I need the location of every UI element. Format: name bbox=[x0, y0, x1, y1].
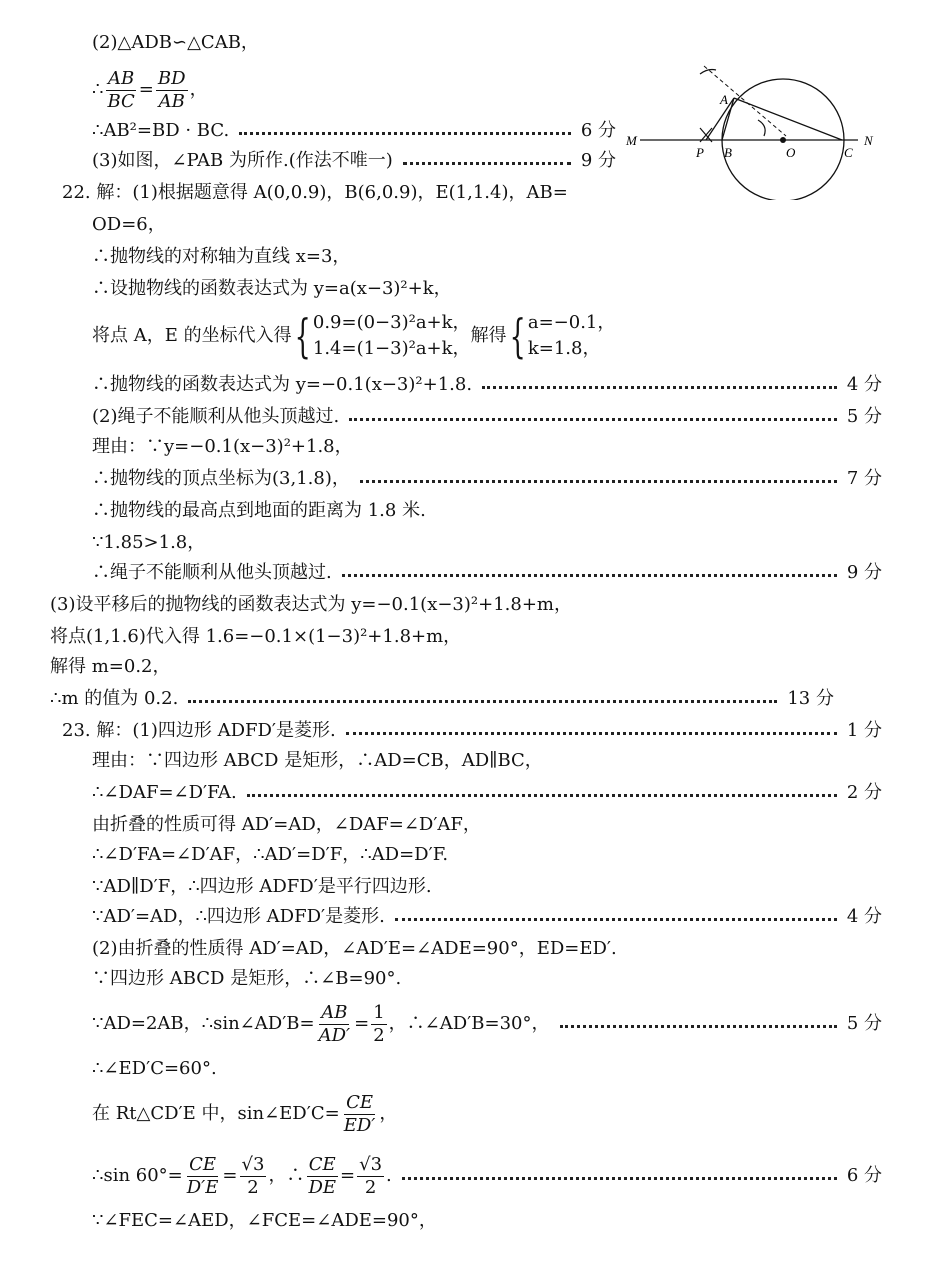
answer-line-32 bbox=[92, 1086, 397, 1142]
label-n: N bbox=[864, 133, 873, 148]
answer-line-25 bbox=[92, 842, 448, 868]
equation-row: k=1.8， bbox=[527, 338, 601, 359]
line-text: ∴抛物线的顶点坐标为(3,1.8)， bbox=[92, 468, 350, 489]
fraction-denominator: BC bbox=[107, 90, 135, 112]
answer-line-15 bbox=[92, 530, 205, 556]
line-text: 解得 m=0.2， bbox=[50, 656, 171, 677]
line-text: ∴抛物线的函数表达式为 y=−0.1(x−3)²+1.8. bbox=[92, 374, 473, 395]
line-text: 将点 A，E 的坐标代入得 bbox=[92, 325, 292, 346]
line-text: 在 Rt△CD′E 中，sin∠ED′C= bbox=[92, 1103, 340, 1124]
fraction-numerator: AB bbox=[321, 1001, 348, 1023]
line-text: ∴∠D′FA=∠D′AF，∴AD′=D′F，∴AD=D′F. bbox=[92, 844, 449, 865]
score-label: 2 分 bbox=[846, 782, 882, 803]
fraction-ce-ed bbox=[342, 1092, 378, 1137]
line-text: ∵AD′=AD，∴四边形 ADFD′是菱形. bbox=[92, 906, 385, 927]
label-c: C bbox=[844, 145, 853, 160]
line-text: ∵AD=2AB，∴sin∠AD′B= bbox=[92, 1013, 315, 1034]
score-label: 13 分 bbox=[787, 688, 834, 709]
construction-arc-mid bbox=[758, 120, 765, 136]
line-text: ∵AD∥D′F，∴四边形 ADFD′是平行四边形. bbox=[92, 876, 432, 897]
label-o: O bbox=[786, 145, 796, 160]
label-a: A bbox=[720, 92, 728, 107]
answer-line-8 bbox=[92, 276, 452, 302]
equation-row: a=−0.1， bbox=[527, 312, 616, 333]
line-text: (3)设平移后的抛物线的函数表达式为 y=−0.1(x−3)²+1.8+m， bbox=[50, 594, 572, 615]
line-text: (3)如图，∠PAB 为所作.(作法不唯一) bbox=[92, 150, 393, 171]
score-label: 5 分 bbox=[846, 1013, 882, 1034]
answer-line-17 bbox=[50, 592, 572, 618]
fraction-numerator: CE bbox=[346, 1091, 373, 1113]
score-label: 6 分 bbox=[580, 120, 616, 141]
line-text: ∴sin 60°= bbox=[92, 1165, 183, 1186]
answer-line-11 bbox=[92, 404, 882, 430]
score-label: 9 分 bbox=[846, 562, 882, 583]
segment-ac bbox=[734, 98, 842, 140]
answer-line-20 bbox=[50, 686, 834, 712]
line-text: ∴AB²=BD · BC. bbox=[92, 120, 230, 141]
fraction-denominator: 2 bbox=[247, 1176, 259, 1198]
answer-line-23 bbox=[92, 780, 882, 806]
line-text: ，∴ bbox=[268, 1165, 305, 1186]
score-label: 4 分 bbox=[846, 374, 882, 395]
fraction-ab-ad bbox=[317, 1002, 353, 1047]
score-label: 6 分 bbox=[846, 1165, 882, 1186]
line-text: ∵四边形 ABCD 是矩形，∴∠B=90°. bbox=[92, 968, 402, 989]
answer-line-4 bbox=[92, 148, 616, 174]
line-text: (2)△ADB∽△CAB， bbox=[92, 32, 259, 53]
equals-sign: = bbox=[354, 1013, 370, 1034]
equals-sign: = bbox=[222, 1165, 238, 1186]
fraction-one-half bbox=[371, 1002, 386, 1047]
answer-line-33 bbox=[92, 1148, 882, 1204]
fraction-denominator: ED′ bbox=[343, 1114, 376, 1136]
dot-leader bbox=[346, 732, 837, 735]
label-m: M bbox=[626, 133, 637, 148]
answer-line-12 bbox=[92, 434, 353, 460]
dot-leader bbox=[239, 132, 571, 135]
fraction-denominator: 2 bbox=[373, 1024, 385, 1046]
comma: ， bbox=[189, 79, 208, 100]
fraction-denominator: AD′ bbox=[318, 1024, 351, 1046]
line-text: 将点(1,1.6)代入得 1.6=−0.1×(1−3)²+1.8+m， bbox=[50, 626, 462, 647]
dot-leader bbox=[402, 1177, 837, 1180]
left-brace: { bbox=[509, 309, 526, 363]
answer-line-3 bbox=[92, 118, 616, 144]
fraction-denominator: AB bbox=[158, 90, 185, 112]
fraction-numerator: CE bbox=[308, 1153, 336, 1175]
answer-line-16 bbox=[92, 560, 882, 586]
fraction-numerator: √3 bbox=[359, 1153, 383, 1175]
fraction-ab-bc bbox=[105, 68, 136, 113]
answer-line-6 bbox=[92, 212, 166, 238]
left-brace: { bbox=[294, 309, 311, 363]
line-text: ∴∠ED′C=60°. bbox=[92, 1058, 217, 1079]
dot-leader bbox=[482, 386, 837, 389]
line-text: 理由：∵y=−0.1(x−3)²+1.8， bbox=[92, 436, 353, 457]
score-label: 7 分 bbox=[846, 468, 882, 489]
line-text: ∵∠FEC=∠AED，∠FCE=∠ADE=90°， bbox=[92, 1210, 437, 1231]
fraction-root3-half bbox=[240, 1154, 267, 1199]
dot-leader bbox=[395, 918, 837, 921]
line-text: 22. 解：(1)根据题意得 A(0,0.9)，B(6,0.9)，E(1,1.4)，AB= bbox=[62, 182, 568, 203]
fraction-ce-de-prime bbox=[185, 1154, 221, 1199]
answer-line-14 bbox=[92, 498, 426, 524]
answer-line-9 bbox=[92, 308, 615, 364]
dot-leader bbox=[403, 162, 571, 165]
equation-row: 1.4=(1−3)²a+k， bbox=[312, 338, 471, 359]
equals-sign: = bbox=[138, 79, 154, 100]
fraction-bd-ab bbox=[156, 68, 188, 113]
fraction-numerator: 1 bbox=[373, 1001, 385, 1023]
dot-leader bbox=[349, 418, 837, 421]
line-text: (2)绳子不能顺利从他头顶越过. bbox=[92, 406, 340, 427]
fraction-numerator: √3 bbox=[241, 1153, 265, 1175]
line-text: 解得 bbox=[470, 325, 507, 346]
answer-line-34 bbox=[92, 1208, 437, 1234]
comma: ， bbox=[379, 1103, 398, 1124]
line-text: ∴绳子不能顺利从他头顶越过. bbox=[92, 562, 332, 583]
answer-line-28 bbox=[92, 936, 617, 962]
label-p: P bbox=[696, 145, 704, 160]
answer-line-30 bbox=[92, 996, 882, 1052]
dot-leader bbox=[188, 700, 777, 703]
dot-leader bbox=[247, 794, 837, 797]
answer-line-7 bbox=[92, 244, 350, 270]
question-22-heading bbox=[62, 180, 568, 206]
answer-line-27 bbox=[92, 904, 882, 930]
dot-leader bbox=[360, 480, 837, 483]
line-text: ∴抛物线的对称轴为直线 x=3， bbox=[92, 246, 351, 267]
line-text: (2)由折叠的性质得 AD′=AD，∠AD′E=∠ADE=90°，ED=ED′. bbox=[92, 938, 617, 959]
line-text: 23. 解：(1)四边形 ADFD′是菱形. bbox=[62, 720, 336, 741]
line-text: ∵1.85>1.8， bbox=[92, 532, 206, 553]
line-text: ∴m 的值为 0.2. bbox=[50, 688, 179, 709]
fraction-denominator: DE bbox=[308, 1176, 337, 1198]
question-23-heading bbox=[62, 718, 882, 744]
fraction-numerator: AB bbox=[108, 67, 135, 89]
answer-line-2 bbox=[92, 62, 208, 118]
construction-arc-top bbox=[700, 70, 716, 75]
score-label: 5 分 bbox=[846, 406, 882, 427]
line-text: ，∴∠AD′B=30°， bbox=[388, 1013, 550, 1034]
fraction-denominator: D′E bbox=[186, 1176, 219, 1198]
answer-line-1 bbox=[92, 30, 259, 56]
line-text: 由折叠的性质可得 AD′=AD，∠DAF=∠D′AF， bbox=[92, 814, 481, 835]
answer-line-13 bbox=[92, 466, 882, 492]
line-text: ∴∠DAF=∠D′FA. bbox=[92, 782, 237, 803]
fraction-ce-de bbox=[306, 1154, 338, 1199]
fraction-numerator: CE bbox=[189, 1153, 217, 1175]
fraction-numerator: BD bbox=[157, 67, 186, 89]
period: . bbox=[386, 1165, 392, 1186]
center-point-o bbox=[780, 137, 786, 143]
score-label: 9 分 bbox=[580, 150, 616, 171]
solution-system bbox=[528, 310, 616, 362]
fraction-root3-half-2 bbox=[357, 1154, 384, 1199]
line-text: 理由：∵四边形 ABCD 是矩形，∴AD=CB，AD∥BC， bbox=[92, 750, 543, 771]
equation-row: 0.9=(0−3)²a+k， bbox=[312, 312, 471, 333]
fraction-denominator: 2 bbox=[364, 1176, 377, 1198]
answer-line-29 bbox=[92, 966, 401, 992]
label-b: B bbox=[724, 145, 732, 160]
dot-leader bbox=[560, 1025, 837, 1028]
line-text: OD=6， bbox=[92, 214, 166, 235]
score-label: 4 分 bbox=[846, 906, 882, 927]
answer-line-22 bbox=[92, 748, 543, 774]
answer-line-19 bbox=[50, 654, 171, 680]
line-text: ∴抛物线的最高点到地面的距离为 1.8 米. bbox=[92, 500, 426, 521]
score-label: 1 分 bbox=[846, 720, 882, 741]
line-text: ∴设抛物线的函数表达式为 y=a(x−3)²+k， bbox=[92, 278, 452, 299]
equation-system bbox=[313, 310, 471, 362]
geometry-figure bbox=[620, 60, 880, 200]
answer-line-26 bbox=[92, 874, 432, 900]
answer-line-10 bbox=[92, 372, 882, 398]
answer-line-31 bbox=[92, 1056, 217, 1082]
therefore-symbol: ∴ bbox=[92, 79, 104, 100]
equals-sign: = bbox=[340, 1165, 356, 1186]
answer-line-24 bbox=[92, 812, 481, 838]
dot-leader bbox=[342, 574, 837, 577]
answer-line-18 bbox=[50, 624, 461, 650]
